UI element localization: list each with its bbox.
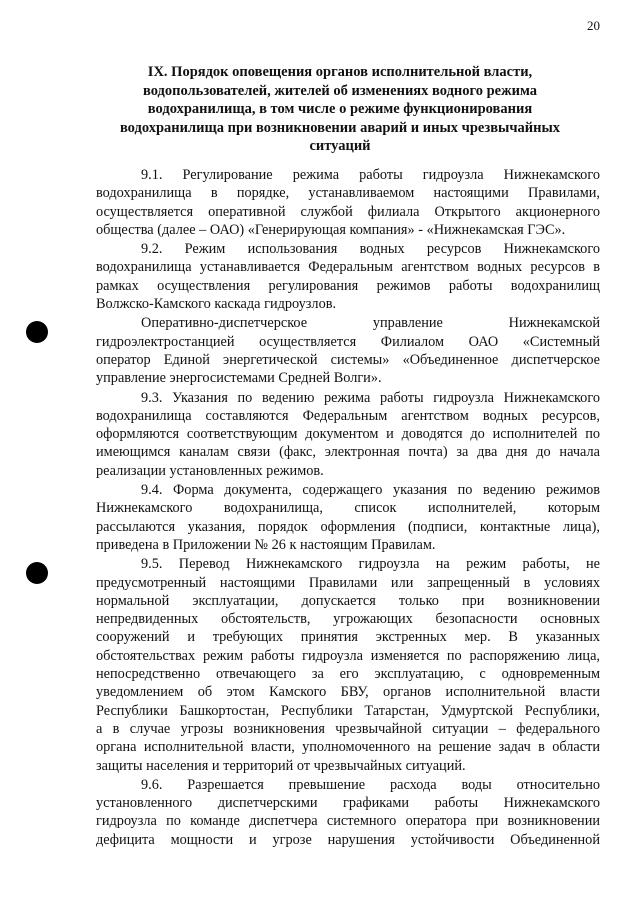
paragraph-p9-4 (96, 481, 600, 554)
heading-line: IX. Порядок оповещения органов исполнительной власти, (147, 64, 533, 80)
paragraph-line: водохранилища в порядке, устанавливаемом настоящими Правилами, (96, 185, 600, 202)
paragraph-line: гидроэлектростанцией осуществляется Филиалом ОАО «Системный (96, 333, 600, 350)
paragraph-line: Республики Башкортостан, Республики Татарстан, Удмуртской Республики, (96, 702, 600, 719)
paragraph-line: обстоятельствах режим работы гидроузла изменяется по распоряжению лица, (96, 647, 600, 664)
paragraph-line: водохранилища устанавливается Федеральным агентством водных ресурсов в (96, 259, 600, 276)
paragraph-line: предусмотренный настоящими Правилами или запрещенный в условиях (96, 574, 600, 591)
paragraph-line: органа исполнительной власти, уполномоченного на решение задач в области (96, 739, 600, 756)
paragraph-line: рассылаются указания, порядок оформления (подписи, контактные лица), (96, 518, 600, 535)
paragraph-line: дефицита мощности и угрозе нарушения устойчивости Объединенной (96, 831, 600, 848)
punch-hole-top (26, 321, 48, 343)
paragraph-p9-6 (96, 776, 600, 849)
paragraph-p9-5 (96, 555, 600, 775)
paragraph-line: 9.2. Режим использования водных ресурсов Нижнекамского (141, 241, 600, 258)
paragraph-line: Оперативно-диспетчерское управление Нижнекамской (141, 315, 600, 332)
paragraph-line: 9.3. Указания по ведению режима работы гидроузла Нижнекамского (141, 389, 600, 406)
paragraph-line: уведомлением об этом Камского БВУ, органов исполнительной власти (96, 684, 600, 701)
paragraph-line: 9.6. Разрешается превышение расхода воды относительно (141, 776, 600, 793)
paragraph-line: защиты населения и территорий от чрезвычайных ситуаций. (96, 757, 466, 774)
paragraph-line: водохранилища составляются Федеральным агентством водных ресурсов, (96, 407, 600, 424)
paragraph-line: оператор Единой энергетической системы» «Объединенное диспетчерское (96, 351, 600, 368)
heading-line: ситуаций (309, 138, 371, 154)
document-body (96, 166, 600, 850)
paragraph-p9-3 (96, 389, 600, 480)
paragraph-line: а в случае угрозы возникновения чрезвычайной ситуации – федерального (96, 720, 600, 737)
paragraph-line: рамках осуществления регулирования режимов работы водохранилищ (96, 277, 600, 294)
paragraph-line: общества (далее – ОАО) «Генерирующая компания» - «Нижнекамская ГЭС». (96, 221, 566, 238)
paragraph-line: 9.4. Форма документа, содержащего указания по ведению режимов (141, 482, 600, 499)
paragraph-line: гидроузла по команде диспетчера системного оператора при возникновении (96, 813, 600, 830)
paragraph-line: нормальной эксплуатации, допускается только при возникновении (96, 592, 600, 609)
paragraph-line: сооружений и требующих принятия экстренных мер. В указанных (96, 629, 600, 646)
paragraph-line: непосредственно отвечающего за его эксплуатацию, с одновременным (96, 666, 600, 683)
paragraph-p9-2 (96, 240, 600, 313)
paragraph-line: осуществляется оперативной службой филиала Открытого акционерного (96, 203, 600, 220)
paragraph-line: 9.5. Перевод Нижнекамского гидроузла на режим работы, не (141, 556, 600, 573)
heading-line: водохранилища при возникновении аварий и иных чрезвычайных (119, 119, 561, 136)
paragraph-line: приведена в Приложении № 26 к настоящим Правилам. (96, 536, 436, 553)
heading-line: водопользователей, жителей об изменениях водного режима (142, 82, 538, 99)
paragraph-line: управление энергосистемами Средней Волги». (96, 370, 382, 387)
paragraph-p9-2b (96, 314, 600, 387)
paragraph-line: Нижнекамского водохранилища, список исполнителей, которым (96, 500, 600, 517)
punch-hole-bottom (26, 562, 48, 584)
paragraph-line: установленного диспетчерскими графиками работы Нижнекамского (96, 795, 600, 812)
paragraph-line: реализации установленных режимов. (96, 462, 324, 479)
paragraph-line: 9.1. Регулирование режима работы гидроузла Нижнекамского (141, 167, 600, 183)
paragraph-line: непредвиденных обстоятельств, угрожающих безопасности основных (96, 611, 600, 628)
paragraph-line: имеющимся каналам связи (факс, электронная почта) за два дня до начала (96, 444, 600, 461)
paragraph-line: оформляются соответствующим документом и доводятся до исполнителей по (96, 426, 600, 443)
section-heading (105, 63, 575, 156)
page-number: 20 (587, 18, 600, 33)
paragraph-p9-1 (96, 166, 600, 239)
heading-line: водохранилища, в том числе о режиме функционирования (147, 101, 533, 117)
paragraph-line: Волжско-Камского каскада гидроузлов. (96, 296, 337, 313)
